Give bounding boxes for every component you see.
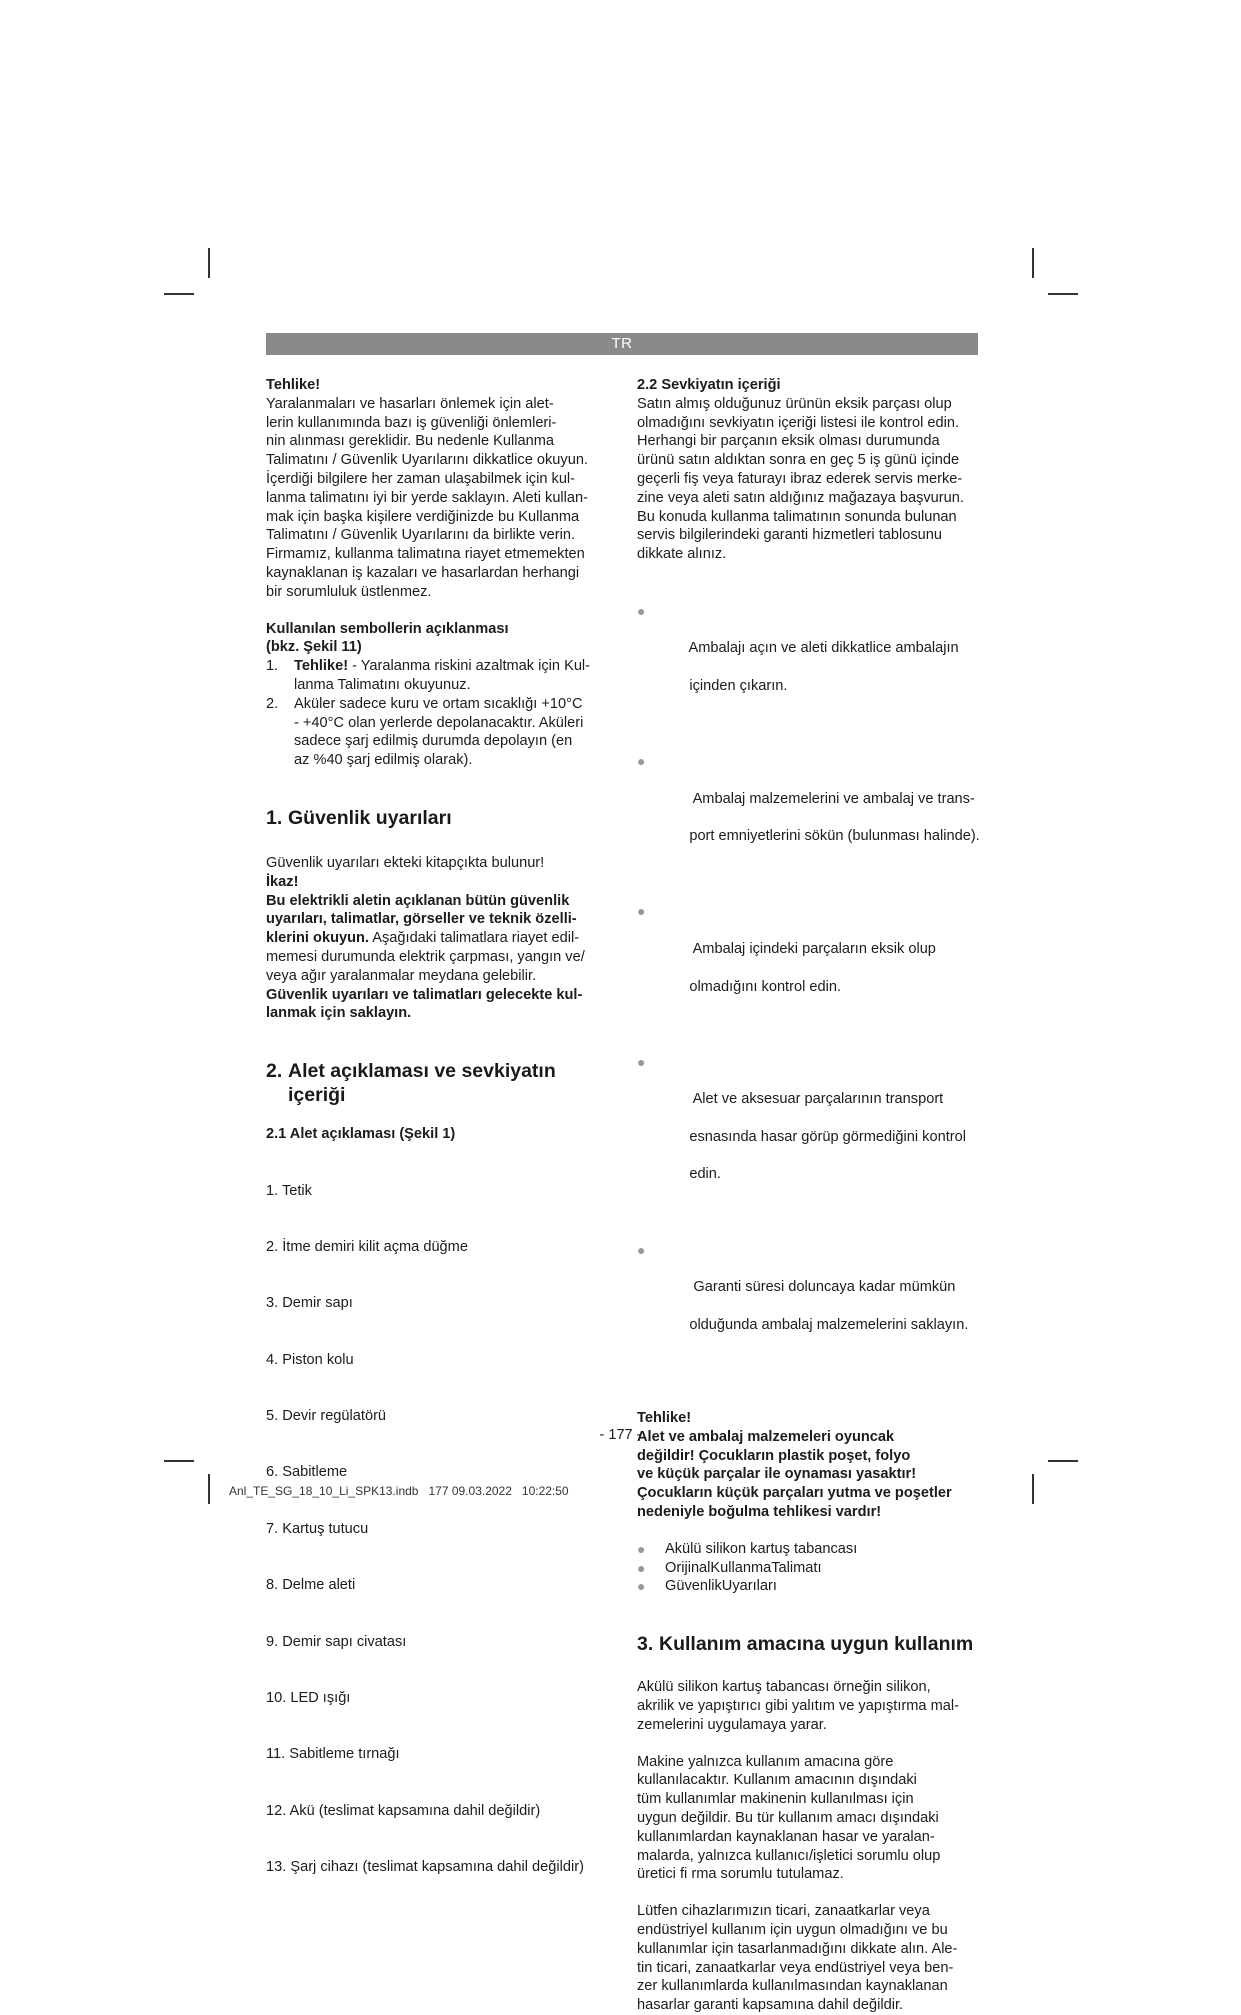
list-item xyxy=(637,1559,982,1578)
text-line: Herhangi bir parçanın eksik olması durumunda xyxy=(637,433,940,450)
symbols-subheading: (bkz. Şekil 11) xyxy=(266,639,362,656)
list-item: 1. Tetik xyxy=(266,1182,312,1199)
right-column xyxy=(637,376,982,2015)
unpacking-steps-list xyxy=(637,564,982,1391)
section-title: Güvenlik uyarıları xyxy=(288,806,452,829)
text-line: memesi durumunda elektrik çarpması, yangın ve/ xyxy=(266,948,585,965)
text-line: ve küçük parçalar ile oynaması yasaktır! xyxy=(637,1466,917,1483)
danger-heading: Tehlike! xyxy=(637,1410,692,1427)
symbol-danger-label: Tehlike! xyxy=(294,658,349,675)
language-header-bar xyxy=(266,333,978,355)
list-item: 12. Akü (teslimat kapsamına dahil değildir) xyxy=(266,1802,541,1819)
text-line: Satın almış olduğunuz ürünün eksik parçası olup xyxy=(637,395,952,412)
safety-note: Güvenlik uyarıları ekteki kitapçıkta bulunur! xyxy=(266,854,545,871)
text-line: - +40°C olan yerlerde depolanacaktır. Aküleri xyxy=(294,714,584,731)
text-line: Yaralanmaları ve hasarları önlemek için alet- xyxy=(266,395,554,412)
text-line: Alet ve ambalaj malzemeleri oyuncak xyxy=(637,1428,895,1445)
list-item xyxy=(266,695,611,770)
text-line: Güvenlik uyarıları ve talimatları gelecekte kul- xyxy=(266,986,583,1003)
list-item: 7. Kartuş tutucu xyxy=(266,1520,369,1537)
text-line: servis bilgilerindeki garanti hizmetleri tablosunu xyxy=(637,527,942,544)
text-line: Garanti süresi doluncaya kadar mümkün xyxy=(689,1279,956,1296)
text-line: kullanılacaktır. Kullanım amacının dışındaki xyxy=(637,1772,917,1789)
text-line: geçerli fiş veya faturayı ibraz ederek servis merke- xyxy=(637,470,963,487)
print-file-info: Anl_TE_SG_18_10_Li_SPK13.indb 177 09.03.2022 10:22:50 xyxy=(229,1484,569,1498)
text-line: lanma Talimatını okuyunuz. xyxy=(294,676,471,693)
usage-restriction-paragraph xyxy=(637,1753,982,1885)
text-line: üretici fi rma sorumlu tutulamaz. xyxy=(637,1866,844,1883)
text-line: edin. xyxy=(689,1166,721,1183)
text-line: az %40 şarj edilmiş olarak). xyxy=(294,752,473,769)
bullet-icon: ● xyxy=(637,1559,646,1576)
section-title: Kullanım amacına uygun kullanım xyxy=(659,1633,974,1656)
text-line: Lütfen cihazlarımızın ticari, zanaatkarlar veya xyxy=(637,1903,930,1920)
text-line: kullanımlar için tasarlanmadığını dikkate alın. Ale- xyxy=(637,1940,958,1957)
text-line: tüm kullanımlar makinenin kullanılması için xyxy=(637,1791,914,1808)
list-number: 1. xyxy=(266,658,279,675)
crop-mark xyxy=(208,1474,210,1504)
section-title-continued: içeriği xyxy=(288,1084,346,1107)
bullet-icon: ● xyxy=(637,903,646,920)
text-line: nedeniyle boğulma tehlikesi vardır! xyxy=(637,1504,882,1521)
text-line: zer kullanımlarda kullanılmasından kaynaklanan xyxy=(637,1978,948,1995)
danger-heading: Tehlike! xyxy=(266,377,321,393)
crop-mark xyxy=(164,293,194,295)
list-item: 11. Sabitleme tırnağı xyxy=(266,1746,400,1763)
left-column xyxy=(266,376,611,1915)
crop-mark xyxy=(1048,1460,1078,1462)
section-number: 1. xyxy=(266,806,283,829)
symbols-heading: Kullanılan sembollerin açıklanması xyxy=(266,620,509,637)
section-1-heading xyxy=(266,806,611,830)
text-line: nin alınması gereklidir. Bu nedenle Kullanma xyxy=(266,433,554,450)
crop-mark xyxy=(1032,248,1034,278)
danger-paragraph xyxy=(266,395,611,602)
list-item: 5. Devir regülatörü xyxy=(266,1408,387,1425)
text-line: GüvenlikUyarıları xyxy=(665,1578,777,1595)
list-item: 4. Piston kolu xyxy=(266,1351,354,1368)
text-line: içinden çıkarın. xyxy=(689,677,788,694)
text-line: Makine yalnızca kullanım amacına göre xyxy=(637,1753,894,1770)
intended-use-paragraph xyxy=(637,1678,982,1734)
text-line: port emniyetlerini sökün (bulunması halinde). xyxy=(689,828,980,845)
bullet-icon: ● xyxy=(637,602,646,619)
list-number: 2. xyxy=(266,695,279,712)
text-line: malarda, yalnızca kullanıcı/işletici sorumlu olup xyxy=(637,1847,941,1864)
list-item: 10. LED ışığı xyxy=(266,1690,351,1707)
crop-mark xyxy=(208,248,210,278)
list-item xyxy=(637,1241,982,1354)
text-line: Aşağıdaki talimatlara riayet edil- xyxy=(369,930,580,947)
section-3-heading xyxy=(637,1632,982,1656)
text-line: Akülü silikon kartuş tabancası örneğin silikon, xyxy=(637,1679,931,1696)
text-line: lerin kullanımında bazı iş güvenliği önlemleri- xyxy=(266,414,557,431)
text-line: zemelerini uygulamaya yarar. xyxy=(637,1716,827,1733)
text-line: mak için başka kişilere verdiğinizde bu Kullanma xyxy=(266,508,580,525)
list-item xyxy=(637,1540,982,1559)
text-line: Firmamız, kullanma talimatına riayet etmemekten xyxy=(266,546,585,563)
text-line: uygun değildir. Bu tür kullanım amacı dışındaki xyxy=(637,1809,939,1826)
list-item: 8. Delme aleti xyxy=(266,1577,356,1594)
language-label: TR xyxy=(611,335,633,352)
delivery-contents-list xyxy=(637,1540,982,1596)
list-item xyxy=(637,902,982,1015)
bullet-icon: ● xyxy=(637,752,646,769)
parts-list xyxy=(266,1144,611,1915)
text-line: Ambalajı açın ve aleti dikkatlice ambalajın xyxy=(688,640,959,657)
text-line: bir sorumluluk üstlenmez. xyxy=(266,583,432,600)
text-line: kullanımlardan kaynaklanan hasar ve yaralan- xyxy=(637,1828,935,1845)
safety-warning-paragraph xyxy=(266,892,611,1024)
text-line: uyarıları, talimatlar, görseller ve teknik özelli- xyxy=(266,911,577,928)
text-line: olduğunda ambalaj malzemelerini saklayın. xyxy=(689,1316,969,1333)
commercial-use-paragraph xyxy=(637,1902,982,2015)
page-number: - 177 - xyxy=(599,1427,642,1443)
delivery-paragraph xyxy=(637,395,982,564)
text-line: Talimatını / Güvenlik Uyarılarını da birlikte verin. xyxy=(266,527,576,544)
text-line: Çocukların küçük parçaları yutma ve poşetler xyxy=(637,1485,952,1502)
text-line: lanmak için saklayın. xyxy=(266,1005,412,1022)
text-line: Ambalaj malzemelerini ve ambalaj ve trans- xyxy=(689,790,975,807)
text-line: ürünü satın aldıktan sonra en geç 5 iş günü içinde xyxy=(637,452,960,469)
symbols-list xyxy=(266,657,611,770)
list-item: 13. Şarj cihazı (teslimat kapsamına dahil değildir) xyxy=(266,1859,584,1876)
text-line: esnasında hasar görüp görmediğini kontrol xyxy=(689,1128,966,1145)
bullet-icon: ● xyxy=(637,1053,646,1070)
bullet-icon: ● xyxy=(637,1578,646,1595)
list-item: 3. Demir sapı xyxy=(266,1295,353,1312)
list-item: 2. İtme demiri kilit açma düğme xyxy=(266,1238,468,1255)
crop-mark xyxy=(164,1460,194,1462)
bullet-icon: ● xyxy=(637,1241,646,1258)
text-line: İçerdiği bilgilere her zaman ulaşabilmek için kul- xyxy=(266,470,576,487)
text-line: olmadığını kontrol edin. xyxy=(689,978,842,995)
text-line: Akülü silikon kartuş tabancası xyxy=(665,1540,858,1557)
list-item: 9. Demir sapı civatası xyxy=(266,1633,407,1650)
section-title: Alet açıklaması ve sevkiyatın xyxy=(288,1060,556,1083)
text-line: OrijinalKullanmaTalimatı xyxy=(665,1559,822,1576)
text-line: Ambalaj içindeki parçaların eksik olup xyxy=(689,940,936,957)
section-2-heading xyxy=(266,1059,611,1107)
text-line: akrilik ve yapıştırıcı gibi yalıtım ve yapıştırma mal- xyxy=(637,1698,959,1714)
crop-mark xyxy=(1032,1474,1034,1504)
text-line: kaynaklanan iş kazaları ve hasarlardan herhangi xyxy=(266,564,580,581)
subsection-2-2-heading: 2.2 Sevkiyatın içeriği xyxy=(637,377,781,393)
text-line: tin ticari, zanaatkarlar veya endüstriyel veya ben- xyxy=(637,1959,954,1976)
list-item xyxy=(637,602,982,715)
text-line: dikkate alınız. xyxy=(637,546,727,563)
text-line: değildir! Çocukların plastik poşet, folyo xyxy=(637,1447,911,1464)
text-line: Talimatını / Güvenlik Uyarılarını dikkatlice okuyun. xyxy=(266,452,589,469)
subsection-2-1-heading: 2.1 Alet açıklaması (Şekil 1) xyxy=(266,1126,456,1143)
list-item xyxy=(637,1577,982,1596)
text-line: Bu konuda kullanma talimatının sonunda bulunan xyxy=(637,508,957,525)
text-line: Aküler sadece kuru ve ortam sıcaklığı +10°C xyxy=(294,695,583,712)
list-item xyxy=(637,1053,982,1203)
section-number: 3. xyxy=(637,1633,654,1656)
text-line: zine veya aleti satın aldığınız mağazaya başvurun. xyxy=(637,489,964,506)
text-line: olmadığını sevkiyatın içeriği listesi ile kontrol edin. xyxy=(637,414,960,431)
section-number: 2. xyxy=(266,1060,283,1083)
text-line: veya ağır yaralanmalar meydana gelebilir. xyxy=(266,967,537,984)
text-line: endüstriyel kullanım için uygun olmadığını ve bu xyxy=(637,1921,948,1938)
warning-label: İkaz! xyxy=(266,873,299,890)
bullet-icon: ● xyxy=(637,1540,646,1557)
crop-mark xyxy=(1048,293,1078,295)
text-line: lanma talimatını iyi bir yerde saklayın. Aleti kullan- xyxy=(266,489,589,506)
text-line: sadece şarj edilmiş durumda depolayın (en xyxy=(294,733,573,750)
text-line: Alet ve aksesuar parçalarının transport xyxy=(689,1091,944,1108)
list-item xyxy=(637,752,982,865)
text-line: klerini okuyun. xyxy=(266,930,369,947)
text-line: Bu elektrikli aletin açıklanan bütün güvenlik xyxy=(266,892,570,909)
list-item xyxy=(266,657,611,695)
list-item: 6. Sabitleme xyxy=(266,1464,348,1481)
text-line: - Yaralanma riskini azaltmak için Kul- xyxy=(348,658,591,675)
text-line: hasarlar garanti kapsamına dahil değildir. xyxy=(637,1997,904,2014)
